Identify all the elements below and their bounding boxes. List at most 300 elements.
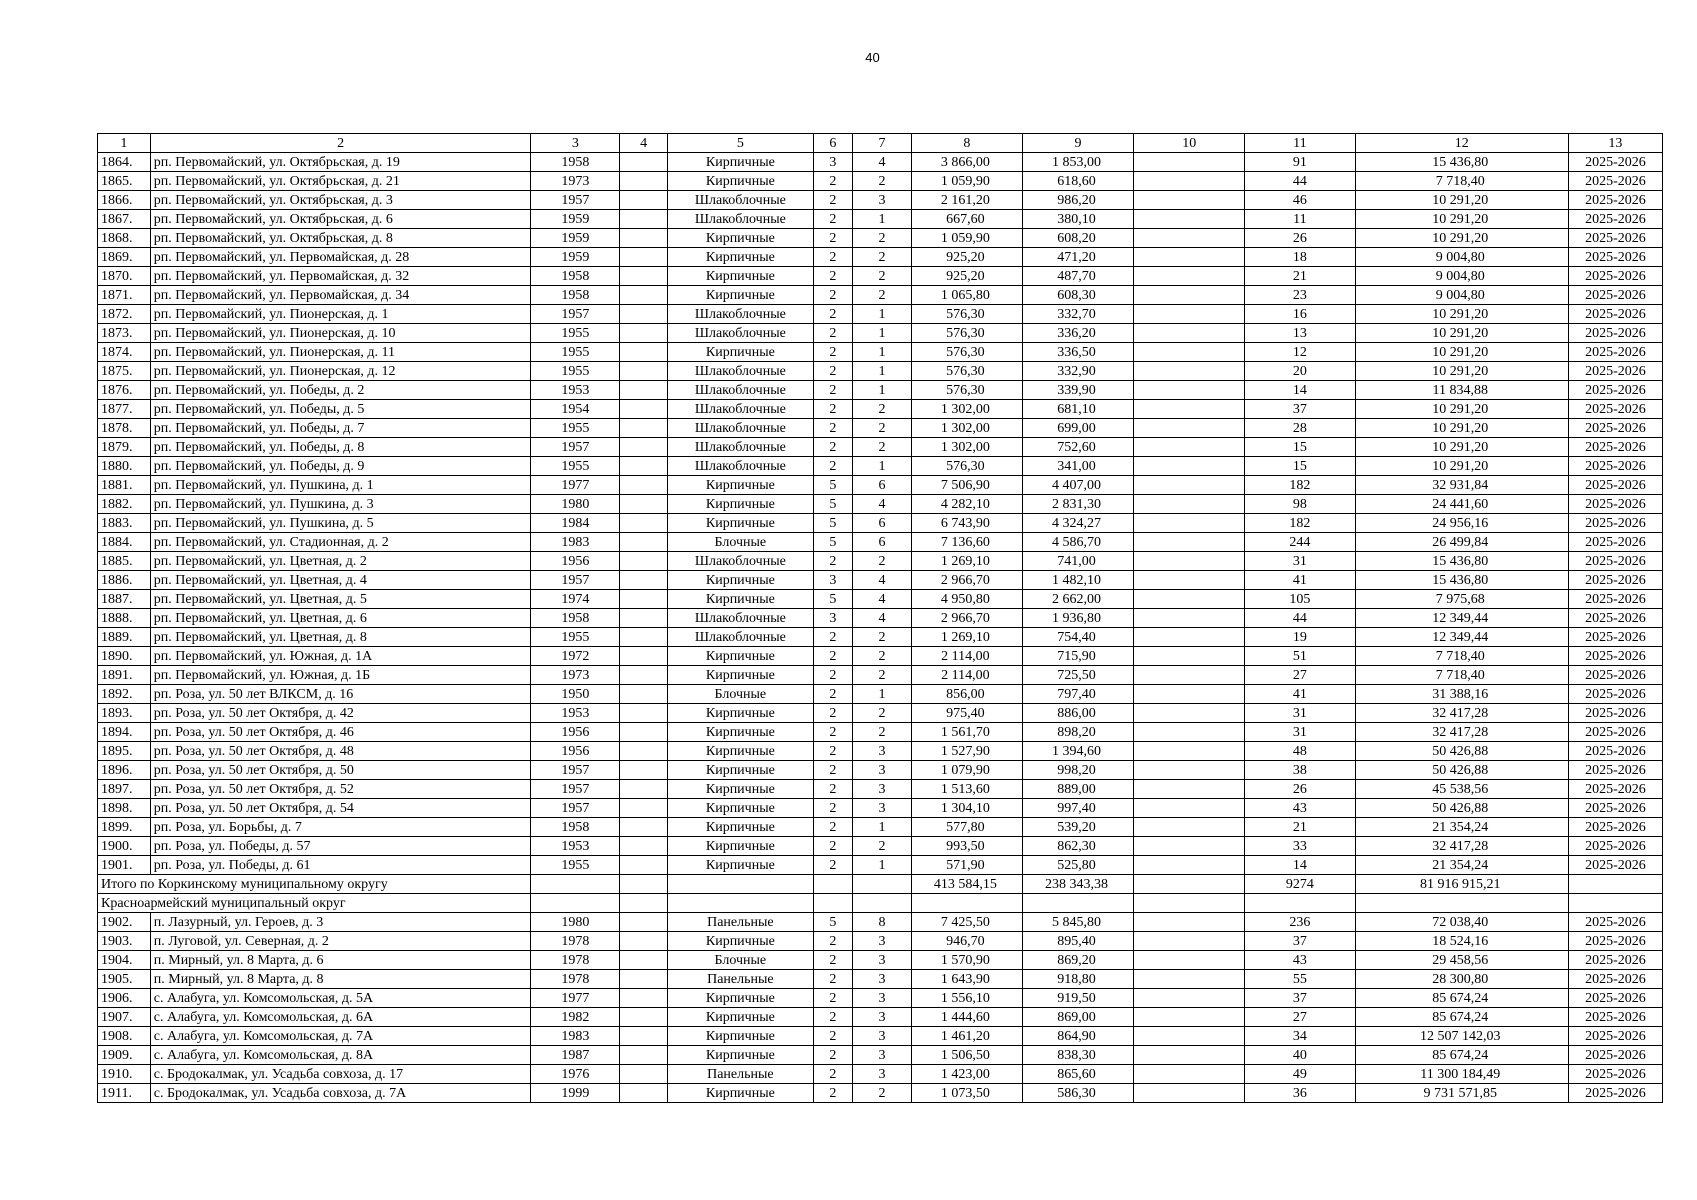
living-area-cell: 741,00 — [1022, 552, 1134, 571]
living-area-cell: 715,90 — [1022, 647, 1134, 666]
entrances-cell: 6 — [853, 476, 912, 495]
cost-cell: 12 507 142,03 — [1355, 1027, 1568, 1046]
total-label-cell: Итого по Коркинскому муниципальному округу — [98, 875, 531, 894]
table-row — [98, 229, 1663, 248]
cost-cell: 85 674,24 — [1355, 1008, 1568, 1027]
address-cell: рп. Первомайский, ул. Цветная, д. 4 — [150, 571, 531, 590]
living-area-cell: 5 845,80 — [1022, 913, 1134, 932]
address-cell: рп. Первомайский, ул. Цветная, д. 6 — [150, 609, 531, 628]
cost-cell: 15 436,80 — [1355, 552, 1568, 571]
year-cell: 1984 — [531, 514, 620, 533]
living-area-cell: 332,70 — [1022, 305, 1134, 324]
year-cell: 1957 — [531, 438, 620, 457]
living-area-cell: 332,90 — [1022, 362, 1134, 381]
period-cell: 2025-2026 — [1568, 533, 1662, 552]
row-number-cell: 1878. — [98, 419, 151, 438]
floors-cell: 2 — [813, 248, 852, 267]
table-row — [98, 267, 1663, 286]
year-cell: 1959 — [531, 248, 620, 267]
entrances-cell: 2 — [853, 400, 912, 419]
table-row — [98, 685, 1663, 704]
empty-cell — [813, 875, 852, 894]
column-4-cell — [620, 818, 668, 837]
wall-material-cell: Шлакоблочные — [667, 362, 813, 381]
residents-cell: 49 — [1245, 1065, 1356, 1084]
column-4-cell — [620, 1065, 668, 1084]
wall-material-cell: Шлакоблочные — [667, 609, 813, 628]
column-4-cell — [620, 932, 668, 951]
period-cell: 2025-2026 — [1568, 248, 1662, 267]
empty-cell — [667, 894, 813, 913]
period-cell: 2025-2026 — [1568, 742, 1662, 761]
column-4-cell — [620, 229, 668, 248]
column-10-cell — [1134, 1065, 1245, 1084]
column-4-cell — [620, 153, 668, 172]
year-cell: 1955 — [531, 419, 620, 438]
cost-cell: 11 300 184,49 — [1355, 1065, 1568, 1084]
year-cell: 1956 — [531, 552, 620, 571]
floors-cell: 2 — [813, 989, 852, 1008]
residents-cell: 9274 — [1245, 875, 1356, 894]
living-area-cell: 752,60 — [1022, 438, 1134, 457]
empty-cell — [853, 894, 912, 913]
row-number-cell: 1880. — [98, 457, 151, 476]
total-area-cell: 576,30 — [912, 457, 1023, 476]
floors-cell: 2 — [813, 419, 852, 438]
row-number-cell: 1906. — [98, 989, 151, 1008]
column-4-cell — [620, 533, 668, 552]
floors-cell: 2 — [813, 191, 852, 210]
column-4-cell — [620, 856, 668, 875]
column-10-cell — [1134, 1008, 1245, 1027]
period-cell: 2025-2026 — [1568, 552, 1662, 571]
cost-cell: 7 718,40 — [1355, 647, 1568, 666]
entrances-cell: 2 — [853, 419, 912, 438]
table-row — [98, 913, 1663, 932]
table-row — [98, 514, 1663, 533]
row-number-cell: 1902. — [98, 913, 151, 932]
row-number-cell: 1887. — [98, 590, 151, 609]
column-10-cell — [1134, 362, 1245, 381]
cost-cell: 26 499,84 — [1355, 533, 1568, 552]
entrances-cell: 1 — [853, 305, 912, 324]
floors-cell: 2 — [813, 324, 852, 343]
column-10-cell — [1134, 286, 1245, 305]
entrances-cell: 2 — [853, 286, 912, 305]
floors-cell: 2 — [813, 837, 852, 856]
total-area-cell: 925,20 — [912, 267, 1023, 286]
wall-material-cell: Шлакоблочные — [667, 191, 813, 210]
period-cell: 2025-2026 — [1568, 1027, 1662, 1046]
column-4-cell — [620, 666, 668, 685]
address-cell: рп. Роза, ул. Победы, д. 57 — [150, 837, 531, 856]
living-area-cell: 838,30 — [1022, 1046, 1134, 1065]
entrances-cell: 3 — [853, 799, 912, 818]
cost-cell: 85 674,24 — [1355, 989, 1568, 1008]
period-cell: 2025-2026 — [1568, 476, 1662, 495]
floors-cell: 2 — [813, 381, 852, 400]
entrances-cell: 3 — [853, 761, 912, 780]
empty-cell — [912, 894, 1023, 913]
floors-cell: 5 — [813, 476, 852, 495]
total-area-cell: 7 506,90 — [912, 476, 1023, 495]
address-cell: рп. Роза, ул. 50 лет Октября, д. 52 — [150, 780, 531, 799]
residents-cell: 34 — [1245, 1027, 1356, 1046]
cost-cell: 72 038,40 — [1355, 913, 1568, 932]
column-10-cell — [1134, 1046, 1245, 1065]
wall-material-cell: Шлакоблочные — [667, 381, 813, 400]
period-cell: 2025-2026 — [1568, 324, 1662, 343]
year-cell: 1955 — [531, 457, 620, 476]
cost-cell: 10 291,20 — [1355, 191, 1568, 210]
table-row — [98, 286, 1663, 305]
floors-cell: 2 — [813, 856, 852, 875]
floors-cell: 2 — [813, 1027, 852, 1046]
period-cell: 2025-2026 — [1568, 704, 1662, 723]
table-row — [98, 153, 1663, 172]
period-cell: 2025-2026 — [1568, 647, 1662, 666]
address-cell: рп. Первомайский, ул. Первомайская, д. 32 — [150, 267, 531, 286]
column-4-cell — [620, 400, 668, 419]
column-4-cell — [620, 381, 668, 400]
row-number-cell: 1864. — [98, 153, 151, 172]
residents-cell: 21 — [1245, 267, 1356, 286]
entrances-cell: 2 — [853, 267, 912, 286]
residents-cell: 98 — [1245, 495, 1356, 514]
wall-material-cell: Кирпичные — [667, 571, 813, 590]
wall-material-cell: Кирпичные — [667, 476, 813, 495]
floors-cell: 5 — [813, 533, 852, 552]
column-10-cell — [1134, 381, 1245, 400]
floors-cell: 2 — [813, 799, 852, 818]
year-cell: 1957 — [531, 761, 620, 780]
total-area-cell: 1 527,90 — [912, 742, 1023, 761]
column-header: 5 — [667, 134, 813, 153]
residents-cell: 26 — [1245, 229, 1356, 248]
entrances-cell: 3 — [853, 932, 912, 951]
period-cell: 2025-2026 — [1568, 514, 1662, 533]
column-4-cell — [620, 628, 668, 647]
living-area-cell: 618,60 — [1022, 172, 1134, 191]
column-10-cell — [1134, 970, 1245, 989]
year-cell: 1957 — [531, 191, 620, 210]
living-area-cell: 341,00 — [1022, 457, 1134, 476]
period-cell: 2025-2026 — [1568, 419, 1662, 438]
year-cell: 1955 — [531, 856, 620, 875]
living-area-cell: 1 482,10 — [1022, 571, 1134, 590]
address-cell: рп. Первомайский, ул. Первомайская, д. 34 — [150, 286, 531, 305]
cost-cell: 31 388,16 — [1355, 685, 1568, 704]
total-area-cell: 975,40 — [912, 704, 1023, 723]
cost-cell: 11 834,88 — [1355, 381, 1568, 400]
row-number-cell: 1884. — [98, 533, 151, 552]
cost-cell: 21 354,24 — [1355, 856, 1568, 875]
table-row — [98, 932, 1663, 951]
column-header: 3 — [531, 134, 620, 153]
column-4-cell — [620, 723, 668, 742]
row-number-cell: 1888. — [98, 609, 151, 628]
entrances-cell: 2 — [853, 248, 912, 267]
living-area-cell: 336,50 — [1022, 343, 1134, 362]
row-number-cell: 1874. — [98, 343, 151, 362]
entrances-cell: 4 — [853, 153, 912, 172]
wall-material-cell: Панельные — [667, 913, 813, 932]
living-area-cell: 986,20 — [1022, 191, 1134, 210]
wall-material-cell: Шлакоблочные — [667, 305, 813, 324]
year-cell: 1977 — [531, 476, 620, 495]
year-cell: 1958 — [531, 286, 620, 305]
floors-cell: 2 — [813, 305, 852, 324]
year-cell: 1957 — [531, 571, 620, 590]
address-cell: рп. Первомайский, ул. Победы, д. 7 — [150, 419, 531, 438]
table-row — [98, 704, 1663, 723]
residents-cell: 15 — [1245, 438, 1356, 457]
cost-cell: 10 291,20 — [1355, 229, 1568, 248]
address-cell: рп. Первомайский, ул. Пушкина, д. 1 — [150, 476, 531, 495]
wall-material-cell: Кирпичные — [667, 761, 813, 780]
residents-cell: 26 — [1245, 780, 1356, 799]
living-area-cell: 4 407,00 — [1022, 476, 1134, 495]
cost-cell: 50 426,88 — [1355, 742, 1568, 761]
wall-material-cell: Кирпичные — [667, 666, 813, 685]
year-cell: 1957 — [531, 799, 620, 818]
row-number-cell: 1892. — [98, 685, 151, 704]
table-row — [98, 305, 1663, 324]
column-4-cell — [620, 172, 668, 191]
living-area-cell: 2 662,00 — [1022, 590, 1134, 609]
empty-cell — [1568, 875, 1662, 894]
wall-material-cell: Кирпичные — [667, 343, 813, 362]
residents-cell: 182 — [1245, 514, 1356, 533]
residents-cell: 36 — [1245, 1084, 1356, 1103]
column-4-cell — [620, 286, 668, 305]
column-10-cell — [1134, 552, 1245, 571]
year-cell: 1955 — [531, 343, 620, 362]
period-cell: 2025-2026 — [1568, 799, 1662, 818]
column-4-cell — [620, 419, 668, 438]
period-cell: 2025-2026 — [1568, 381, 1662, 400]
wall-material-cell: Шлакоблочные — [667, 324, 813, 343]
residents-cell: 51 — [1245, 647, 1356, 666]
total-area-cell: 413 584,15 — [912, 875, 1023, 894]
entrances-cell: 2 — [853, 552, 912, 571]
row-number-cell: 1883. — [98, 514, 151, 533]
residents-cell: 20 — [1245, 362, 1356, 381]
table-row — [98, 628, 1663, 647]
column-4-cell — [620, 1046, 668, 1065]
address-cell: п. Мирный, ул. 8 Марта, д. 8 — [150, 970, 531, 989]
period-cell: 2025-2026 — [1568, 989, 1662, 1008]
wall-material-cell: Кирпичные — [667, 495, 813, 514]
column-4-cell — [620, 1027, 668, 1046]
column-4-cell — [620, 704, 668, 723]
residents-cell: 27 — [1245, 1008, 1356, 1027]
wall-material-cell: Кирпичные — [667, 1046, 813, 1065]
total-area-cell: 576,30 — [912, 381, 1023, 400]
year-cell: 1980 — [531, 495, 620, 514]
column-10-cell — [1134, 932, 1245, 951]
floors-cell: 2 — [813, 210, 852, 229]
wall-material-cell: Кирпичные — [667, 1027, 813, 1046]
period-cell: 2025-2026 — [1568, 286, 1662, 305]
entrances-cell: 2 — [853, 837, 912, 856]
floors-cell: 2 — [813, 761, 852, 780]
period-cell: 2025-2026 — [1568, 818, 1662, 837]
period-cell: 2025-2026 — [1568, 267, 1662, 286]
living-area-cell: 380,10 — [1022, 210, 1134, 229]
column-10-cell — [1134, 533, 1245, 552]
table-row — [98, 457, 1663, 476]
table-row — [98, 324, 1663, 343]
entrances-cell: 3 — [853, 970, 912, 989]
wall-material-cell: Шлакоблочные — [667, 210, 813, 229]
residents-cell: 15 — [1245, 457, 1356, 476]
year-cell: 1956 — [531, 723, 620, 742]
entrances-cell: 3 — [853, 951, 912, 970]
empty-cell — [1134, 894, 1245, 913]
entrances-cell: 1 — [853, 324, 912, 343]
year-cell: 1958 — [531, 818, 620, 837]
column-4-cell — [620, 362, 668, 381]
year-cell: 1953 — [531, 837, 620, 856]
address-cell: рп. Первомайский, ул. Стадионная, д. 2 — [150, 533, 531, 552]
column-10-cell — [1134, 989, 1245, 1008]
floors-cell: 5 — [813, 913, 852, 932]
column-10-cell — [1134, 419, 1245, 438]
year-cell: 1953 — [531, 381, 620, 400]
column-header: 8 — [912, 134, 1023, 153]
column-4-cell — [620, 476, 668, 495]
column-10-cell — [1134, 666, 1245, 685]
cost-cell: 50 426,88 — [1355, 761, 1568, 780]
period-cell: 2025-2026 — [1568, 856, 1662, 875]
entrances-cell: 2 — [853, 723, 912, 742]
address-cell: рп. Роза, ул. 50 лет Октября, д. 46 — [150, 723, 531, 742]
floors-cell: 3 — [813, 153, 852, 172]
living-area-cell: 998,20 — [1022, 761, 1134, 780]
empty-cell — [1355, 894, 1568, 913]
residents-cell: 40 — [1245, 1046, 1356, 1065]
column-header: 12 — [1355, 134, 1568, 153]
residents-cell: 91 — [1245, 153, 1356, 172]
residents-cell: 28 — [1245, 419, 1356, 438]
floors-cell: 2 — [813, 343, 852, 362]
row-number-cell: 1911. — [98, 1084, 151, 1103]
year-cell: 1978 — [531, 970, 620, 989]
empty-cell — [1245, 894, 1356, 913]
empty-cell — [531, 894, 620, 913]
residents-cell: 12 — [1245, 343, 1356, 362]
table-row — [98, 951, 1663, 970]
total-area-cell: 1 506,50 — [912, 1046, 1023, 1065]
address-cell: рп. Первомайский, ул. Победы, д. 8 — [150, 438, 531, 457]
address-cell: с. Алабуга, ул. Комсомольская, д. 6А — [150, 1008, 531, 1027]
row-number-cell: 1896. — [98, 761, 151, 780]
living-area-cell: 865,60 — [1022, 1065, 1134, 1084]
entrances-cell: 1 — [853, 381, 912, 400]
row-number-cell: 1905. — [98, 970, 151, 989]
living-area-cell: 608,20 — [1022, 229, 1134, 248]
address-cell: рп. Первомайский, ул. Цветная, д. 5 — [150, 590, 531, 609]
table-row — [98, 362, 1663, 381]
floors-cell: 2 — [813, 970, 852, 989]
entrances-cell: 1 — [853, 685, 912, 704]
address-cell: с. Бродокалмак, ул. Усадьба совхоза, д. 17 — [150, 1065, 531, 1084]
wall-material-cell: Кирпичные — [667, 172, 813, 191]
period-cell: 2025-2026 — [1568, 571, 1662, 590]
column-4-cell — [620, 191, 668, 210]
entrances-cell: 3 — [853, 780, 912, 799]
row-number-cell: 1882. — [98, 495, 151, 514]
page-number: 40 — [865, 50, 880, 65]
row-number-cell: 1869. — [98, 248, 151, 267]
total-area-cell: 576,30 — [912, 305, 1023, 324]
table-body — [98, 153, 1663, 1103]
cost-cell: 7 975,68 — [1355, 590, 1568, 609]
table-row — [98, 590, 1663, 609]
column-10-cell — [1134, 1084, 1245, 1103]
table-row — [98, 381, 1663, 400]
cost-cell: 10 291,20 — [1355, 324, 1568, 343]
floors-cell: 2 — [813, 267, 852, 286]
floors-cell: 2 — [813, 1008, 852, 1027]
residents-cell: 37 — [1245, 400, 1356, 419]
year-cell: 1955 — [531, 324, 620, 343]
total-area-cell: 2 114,00 — [912, 647, 1023, 666]
period-cell: 2025-2026 — [1568, 438, 1662, 457]
living-area-cell: 471,20 — [1022, 248, 1134, 267]
residents-cell: 31 — [1245, 552, 1356, 571]
year-cell: 1950 — [531, 685, 620, 704]
period-cell: 2025-2026 — [1568, 1046, 1662, 1065]
empty-cell — [667, 875, 813, 894]
address-cell: рп. Первомайский, ул. Пушкина, д. 3 — [150, 495, 531, 514]
table-row — [98, 533, 1663, 552]
year-cell: 1977 — [531, 989, 620, 1008]
residents-cell: 244 — [1245, 533, 1356, 552]
floors-cell: 2 — [813, 742, 852, 761]
address-cell: рп. Роза, ул. Победы, д. 61 — [150, 856, 531, 875]
row-number-cell: 1909. — [98, 1046, 151, 1065]
row-number-cell: 1867. — [98, 210, 151, 229]
table-row — [98, 799, 1663, 818]
address-cell: рп. Первомайский, ул. Октябрьская, д. 6 — [150, 210, 531, 229]
total-area-cell: 4 282,10 — [912, 495, 1023, 514]
floors-cell: 3 — [813, 609, 852, 628]
row-number-cell: 1889. — [98, 628, 151, 647]
row-number-cell: 1886. — [98, 571, 151, 590]
empty-cell — [1568, 894, 1662, 913]
residents-cell: 236 — [1245, 913, 1356, 932]
address-cell: рп. Роза, ул. 50 лет Октября, д. 54 — [150, 799, 531, 818]
column-10-cell — [1134, 951, 1245, 970]
living-area-cell: 864,90 — [1022, 1027, 1134, 1046]
floors-cell: 2 — [813, 457, 852, 476]
floors-cell: 2 — [813, 172, 852, 191]
year-cell: 1954 — [531, 400, 620, 419]
cost-cell: 32 417,28 — [1355, 723, 1568, 742]
address-cell: рп. Роза, ул. 50 лет ВЛКСМ, д. 16 — [150, 685, 531, 704]
wall-material-cell: Шлакоблочные — [667, 400, 813, 419]
total-area-cell: 1 059,90 — [912, 172, 1023, 191]
year-cell: 1973 — [531, 172, 620, 191]
table-row — [98, 571, 1663, 590]
table-row — [98, 970, 1663, 989]
total-area-cell: 1 423,00 — [912, 1065, 1023, 1084]
row-number-cell: 1871. — [98, 286, 151, 305]
year-cell: 1999 — [531, 1084, 620, 1103]
column-4-cell — [620, 590, 668, 609]
